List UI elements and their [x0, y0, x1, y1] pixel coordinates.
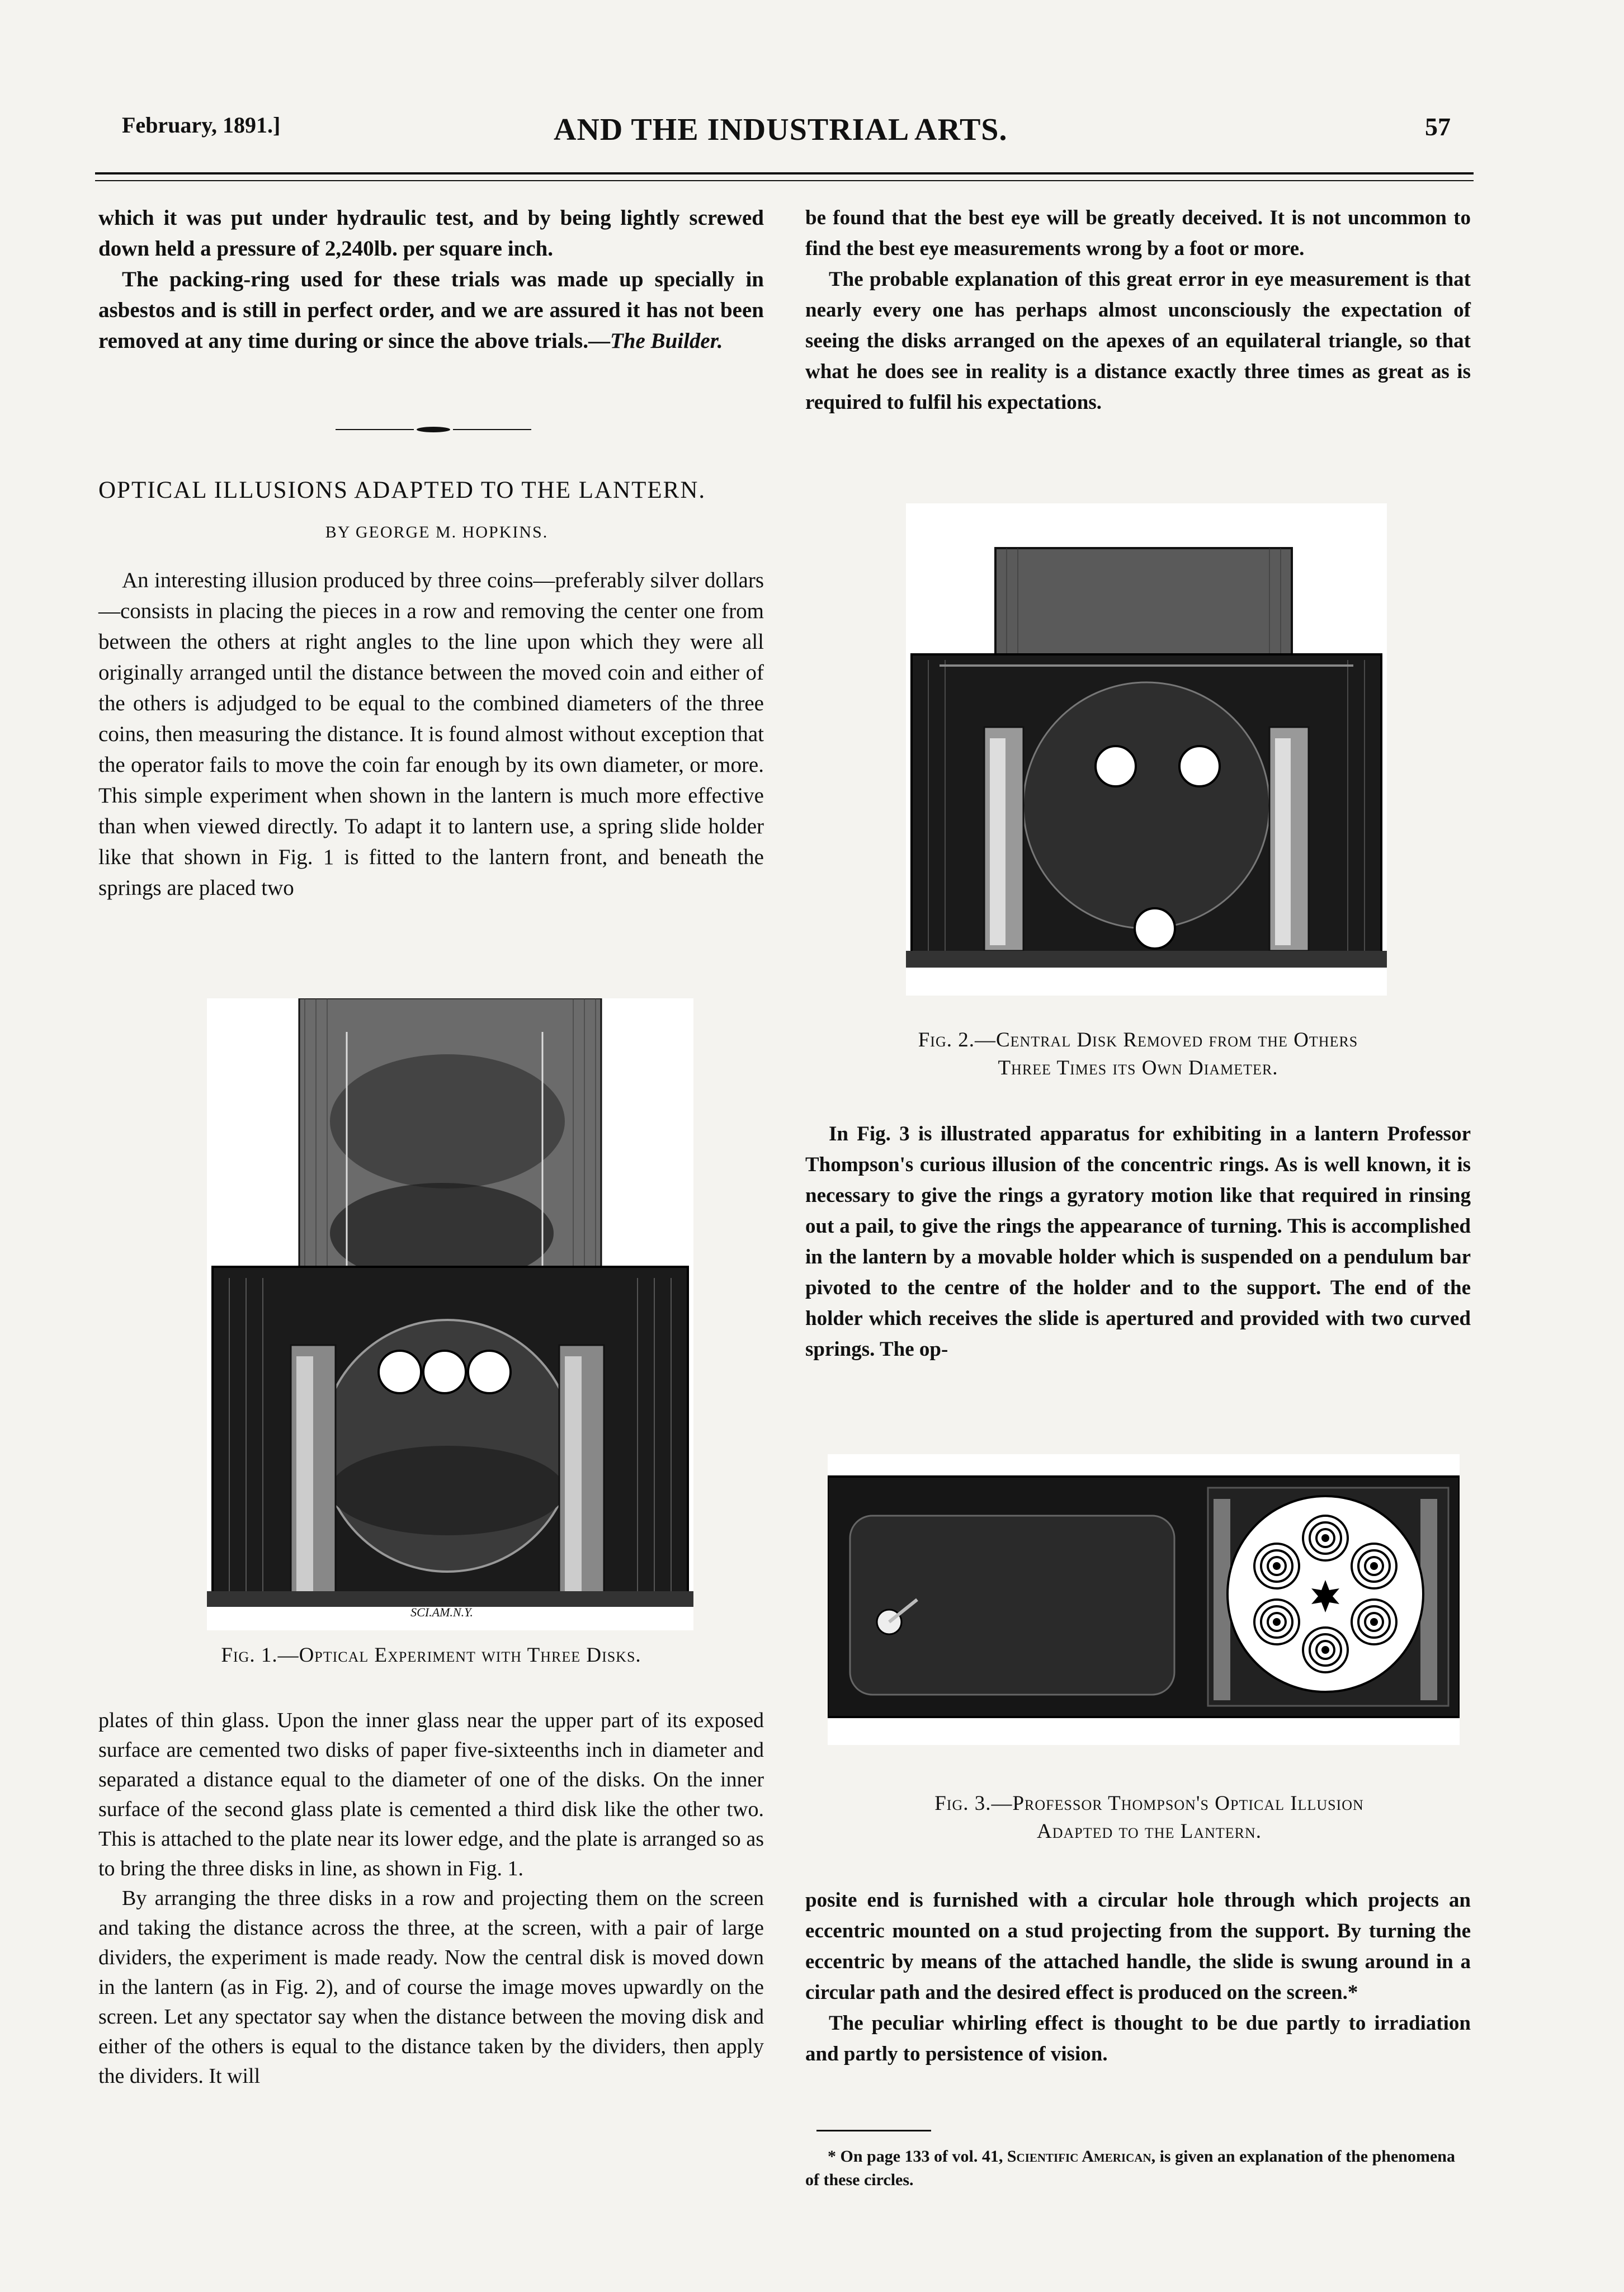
- figure-2-central-disk-removed: [906, 503, 1387, 996]
- continuation-paragraph-2: The probable explanation of this great error in eye measurement is that nearly every one has perhaps almost unconsciously the expectation of seeing the disks arranged on the apexes of an equilateral triangle, so that what he does see in reality is a distance exactly three times as great as is required to fulfil his expectations.: [805, 268, 1471, 414]
- figure-2-caption-line-1: Fig. 2.—Central Disk Removed from the Others: [918, 1029, 1358, 1051]
- header-rule-bottom: [95, 180, 1474, 181]
- figure-3-caption-line-1: Fig. 3.—Professor Thompson's Optical Illusion: [934, 1792, 1364, 1815]
- header-rule-top: [95, 172, 1474, 175]
- carryover-paragraph-2-text: The packing-ring used for these trials was made up specially in asbestos and is still in perfect order, and we are assured it has not been removed at any time during or since the above trials.—: [98, 267, 764, 353]
- intro-paragraph: An interesting illusion produced by three coins—preferably silver dollars—consists in placing the pieces in a row and removing the center one from between the others at right angles to the line upon which they were all originally arranged until the distance between the moved coin and either of the others is adjudged to be equal to the combined diameters of the three coins, then measuring the distance. It is found almost without exception that the operator fails to move the coin far enough by its own diameter, or more. This simple experiment when shown in the lantern is much more effective than when viewed directly. To adapt it to lantern use, a spring slide holder like that shown in Fig. 1 is fitted to the lantern front, and beneath the springs are placed two: [98, 568, 764, 900]
- figure-3-caption: [839, 1790, 1460, 1846]
- figure-1-engraver-mark: SCI.AM.N.Y.: [410, 1605, 473, 1619]
- carryover-source: The Builder.: [610, 329, 723, 353]
- left-carryover-text: [98, 202, 764, 356]
- article-byline: BY GEORGE M. HOPKINS.: [325, 523, 549, 541]
- fig3-intro-paragraph: In Fig. 3 is illustrated apparatus for exhibiting in a lantern Professor Thompson's curious illusion of the concentric rings. As is well known, it is necessary to give the rings a gyratory motion like that required in rinsing out a pail, to give the rings the appearance of turning. This is accomplished in the lantern by a movable holder which is suspended on a pendulum bar pivoted to the centre of the holder and to the support. The end of the holder which receives the slide is apertured and provided with two curved springs. The op-: [805, 1123, 1471, 1361]
- page-number: 57: [1425, 112, 1451, 141]
- footnote: [805, 2145, 1471, 2192]
- right-fig3-intro-text: [805, 1119, 1471, 1365]
- footnote-journal: Scientific American,: [1007, 2147, 1156, 2166]
- article-title: OPTICAL ILLUSIONS ADAPTED TO THE LANTERN.: [98, 477, 706, 503]
- right-continuation-text: [805, 202, 1471, 418]
- section-divider-ornament: [336, 425, 531, 434]
- footnote-prefix: * On page 133 of vol. 41,: [828, 2147, 1003, 2166]
- figure-1-caption: Fig. 1.—Optical Experiment with Three Disks.: [221, 1644, 641, 1667]
- footnote-suffix: is given an explanation of the phenomena of these circles.: [805, 2147, 1455, 2189]
- after-fig3-paragraph-1: posite end is furnished with a circular hole through which projects an eccentric mounted on a stud projecting from the support. By turning the eccentric by means of the attached handle, the slide is swung around in a circular path and the desired effect is produced on the screen.*: [805, 1889, 1471, 2004]
- left-intro-text: [98, 565, 764, 903]
- right-after-figure-text: [805, 1885, 1471, 2069]
- after-fig3-paragraph-2: The peculiar whirling effect is thought to be due partly to irradiation and partly to persistence of vision.: [805, 2012, 1471, 2065]
- carryover-paragraph-1: which it was put under hydraulic test, and by being lightly screwed down held a pressure of 2,240lb. per square inch.: [98, 206, 764, 261]
- after-fig1-paragraph-2: By arranging the three disks in a row and projecting them on the screen and taking the distance across the three, at the screen, with a pair of large dividers, the experiment is made ready. Now the central disk is moved down in the lantern (as in Fig. 2), and of course the image moves upwardly on the screen. Let any spectator say when the distance between the moving disk and either of the others is equal to the distance taken by the dividers, then apply the dividers. It will: [98, 1887, 764, 2088]
- running-header-title: AND THE INDUSTRIAL ARTS.: [554, 112, 1008, 147]
- after-fig1-paragraph-1: plates of thin glass. Upon the inner glass near the upper part of its exposed surface are cemented two disks of paper five-sixteenths inch in diameter and separated a distance equal to the diameter of one of the disks. On the inner surface of the second glass plate is cemented a third disk like the other two. This is attached to the plate near its lower edge, and the plate is arranged so as to bring the three disks in line, as shown in Fig. 1.: [98, 1709, 764, 1880]
- figure-3-caption-line-2: Adapted to the Lantern.: [1036, 1820, 1262, 1843]
- footnote-rule: [816, 2130, 931, 2131]
- figure-1-three-disk-apparatus: [207, 998, 693, 1630]
- figure-3-concentric-rings-apparatus: [828, 1454, 1460, 1745]
- figure-2-caption: [805, 1026, 1471, 1082]
- continuation-paragraph-1: be found that the best eye will be greatly deceived. It is not uncommon to find the best eye measurements wrong by a foot or more.: [805, 206, 1471, 260]
- running-header-date: February, 1891.]: [122, 112, 281, 138]
- carryover-paragraph-2: [98, 264, 764, 356]
- left-after-figure-text: [98, 1706, 764, 2091]
- figure-2-caption-line-2: Three Times its Own Diameter.: [998, 1057, 1278, 1079]
